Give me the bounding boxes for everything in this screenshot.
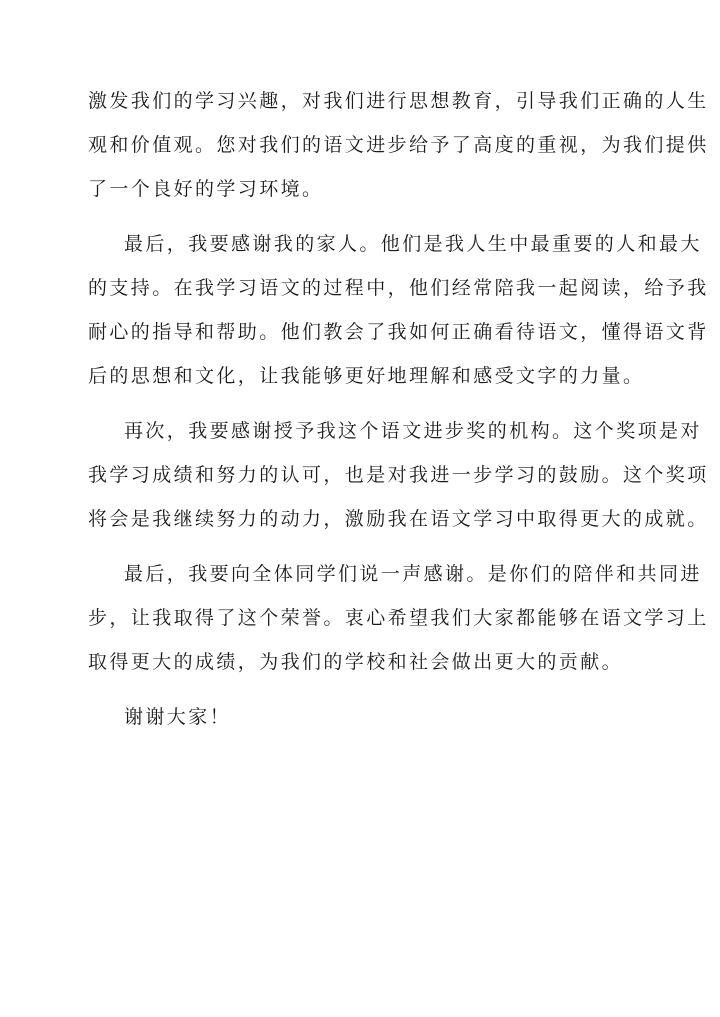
closing-line: 谢谢大家！ <box>124 706 232 728</box>
paragraph-2-line-3: 耐心的指导和帮助。他们教会了我如何正确看待语文，懂得语文背 <box>88 321 709 343</box>
paragraph-3-line-2: 我学习成绩和努力的认可，也是对我进一步学习的鼓励。这个奖项 <box>88 464 709 486</box>
paragraph-2-line-4: 后的思想和文化，让我能够更好地理解和感受文字的力量。 <box>88 365 645 387</box>
paragraph-2-line-2: 的支持。在我学习语文的过程中，他们经常陪我一起阅读，给予我 <box>88 277 709 299</box>
paragraph-4-line-2: 步，让我取得了这个荣誉。衷心希望我们大家都能够在语文学习上 <box>88 607 709 629</box>
paragraph-2-line-1: 最后，我要感谢我的家人。他们是我人生中最重要的人和最大 <box>124 233 702 255</box>
paragraph-4-line-3: 取得更大的成绩，为我们的学校和社会做出更大的贡献。 <box>88 651 624 673</box>
paragraph-3-line-1: 再次，我要感谢授予我这个语文进步奖的机构。这个奖项是对 <box>124 420 702 442</box>
paragraph-4-line-1: 最后，我要向全体同学们说一声感谢。是你们的陪伴和共同进 <box>124 563 702 585</box>
paragraph-1-line-3: 了一个良好的学习环境。 <box>88 178 324 200</box>
paragraph-1-line-2: 观和价值观。您对我们的语文进步给予了高度的重视，为我们提供 <box>88 134 709 156</box>
paragraph-3-line-3: 将会是我继续努力的动力，激励我在语文学习中取得更大的成就。 <box>88 508 709 530</box>
paragraph-1-line-1: 激发我们的学习兴趣，对我们进行思想教育，引导我们正确的人生 <box>88 90 709 112</box>
